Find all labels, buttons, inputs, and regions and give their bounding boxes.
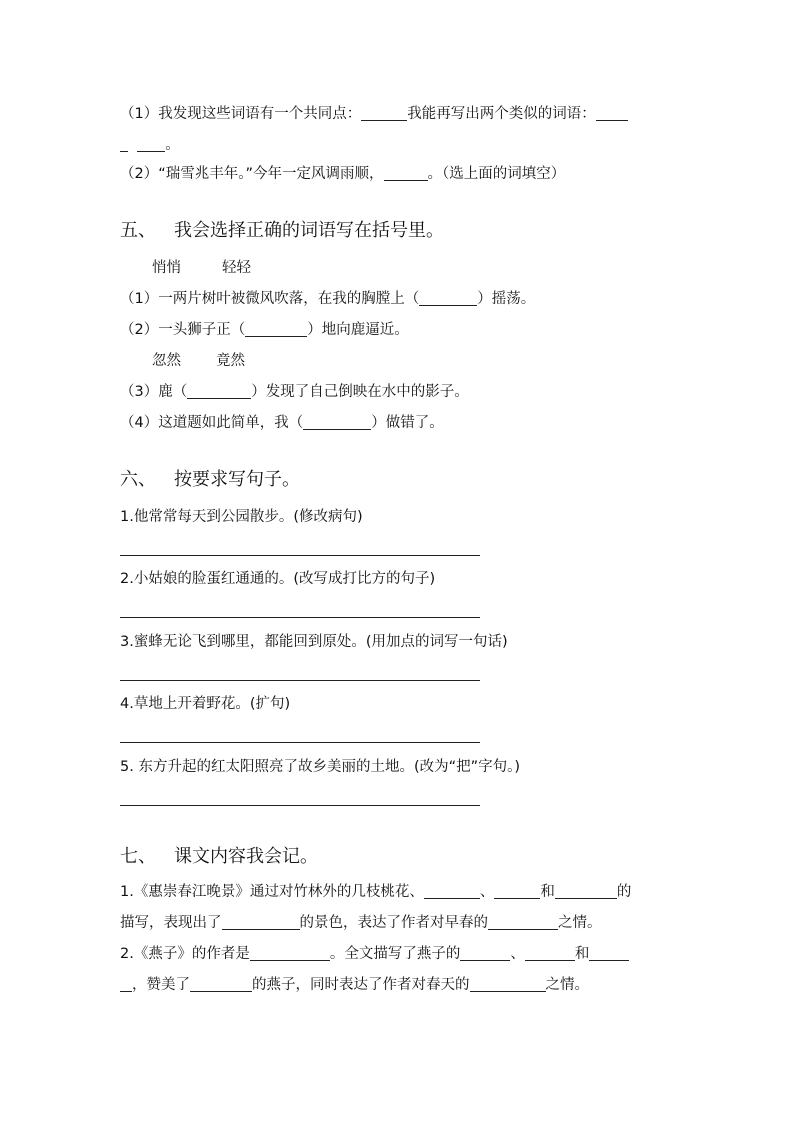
sec6-answer-line-1[interactable]	[120, 555, 480, 556]
sec7-q2-line1: 2.《燕子》的作者是 。全文描写了燕子的 、 和	[120, 944, 629, 964]
sec7-q2-blank5[interactable]	[190, 976, 252, 992]
sec5-q3-blank[interactable]	[187, 383, 251, 399]
sec6-answer-line-3[interactable]	[120, 680, 480, 681]
sec7-q2-line2: ，赞美了 的燕子，同时表达了作者对春天的 之情。	[120, 975, 589, 995]
sec5-q1-blank[interactable]	[419, 290, 477, 306]
sec6-item-4: 4.草地上开着野花。(扩句)	[120, 696, 291, 712]
sec5-option-jingran: 竟然	[216, 353, 245, 369]
sec7-q1-blank4[interactable]	[222, 914, 300, 930]
sec7-q1-line2: 描写，表现出了 的景色，表达了作者对早春的 之情。	[120, 915, 602, 931]
sec4-q1-blank2-cont[interactable]	[120, 136, 128, 152]
sec7-title: 七、 课文内容我会记。	[120, 846, 318, 867]
sec7-q2-blank1[interactable]	[250, 945, 330, 961]
sec7-q1-blank3[interactable]	[555, 883, 617, 899]
sec4-q1-blank1[interactable]	[361, 105, 407, 121]
sec5-title: 五、 我会选择正确的词语写在括号里。	[120, 220, 444, 241]
sec6-item-5: 5. 东方升起的红太阳照亮了故乡美丽的土地。(改为“把”字句。)	[120, 759, 521, 775]
sec5-option-huran: 忽然	[152, 353, 181, 369]
sec7-q1-line1: 1.《惠崇春江晚景》通过对竹林外的几枝桃花、 、 和 的	[120, 884, 632, 900]
sec7-q2-blank6[interactable]	[470, 976, 546, 992]
sec4-q2-blank[interactable]	[384, 165, 428, 181]
sec4-q1-blank2[interactable]	[596, 105, 628, 121]
sec4-q1-blank3[interactable]	[137, 136, 165, 152]
sec4-q2: （2）“瑞雪兆丰年。”今年一定风调雨顺， 。（选上面的词填空）	[120, 166, 566, 182]
sec5-q3: （3）鹿（ ）发现了自己倒映在水中的影子。	[120, 384, 469, 400]
sec5-q2: （2）一头狮子正（ ）地向鹿逼近。	[120, 322, 409, 338]
sec4-q1-line1: （1）我发现这些词语有一个共同点： 我能再写出两个类似的词语：	[120, 104, 628, 124]
sec7-q2-blank2[interactable]	[460, 945, 510, 961]
sec7-q2-blank4-cont[interactable]	[120, 976, 132, 992]
sec6-title: 六、 按要求写句子。	[120, 469, 300, 490]
sec6-answer-line-4[interactable]	[120, 742, 480, 743]
sec4-q1-line2: 。	[120, 135, 180, 155]
sec6-item-2: 2.小姑娘的脸蛋红通通的。(改写成打比方的句子)	[120, 571, 436, 587]
sec7-q2-blank4[interactable]	[589, 945, 629, 961]
sec5-q4-blank[interactable]	[303, 414, 371, 430]
sec6-answer-line-5[interactable]	[120, 805, 480, 806]
sec7-q2-blank3[interactable]	[525, 945, 575, 961]
sec6-answer-line-2[interactable]	[120, 617, 480, 618]
sec5-q4: （4）这道题如此简单，我（ ）做错了。	[120, 415, 444, 431]
sec5-option-qingqing: 轻轻	[222, 260, 251, 276]
sec7-q1-blank5[interactable]	[488, 914, 558, 930]
sec5-q1: （1）一两片树叶被微风吹落，在我的胸膛上（ ）摇荡。	[120, 291, 536, 307]
sec7-q1-blank2[interactable]	[494, 883, 540, 899]
sec5-q2-blank[interactable]	[245, 321, 307, 337]
sec5-option-qiaoqiao: 悄悄	[152, 260, 181, 276]
sec6-item-1: 1.他常常每天到公园散步。(修改病句)	[120, 509, 363, 525]
sec6-item-3: 3.蜜蜂无论飞到哪里，都能回到原处。(用加点的词写一句话)	[120, 634, 508, 650]
sec7-q1-blank1[interactable]	[424, 883, 480, 899]
